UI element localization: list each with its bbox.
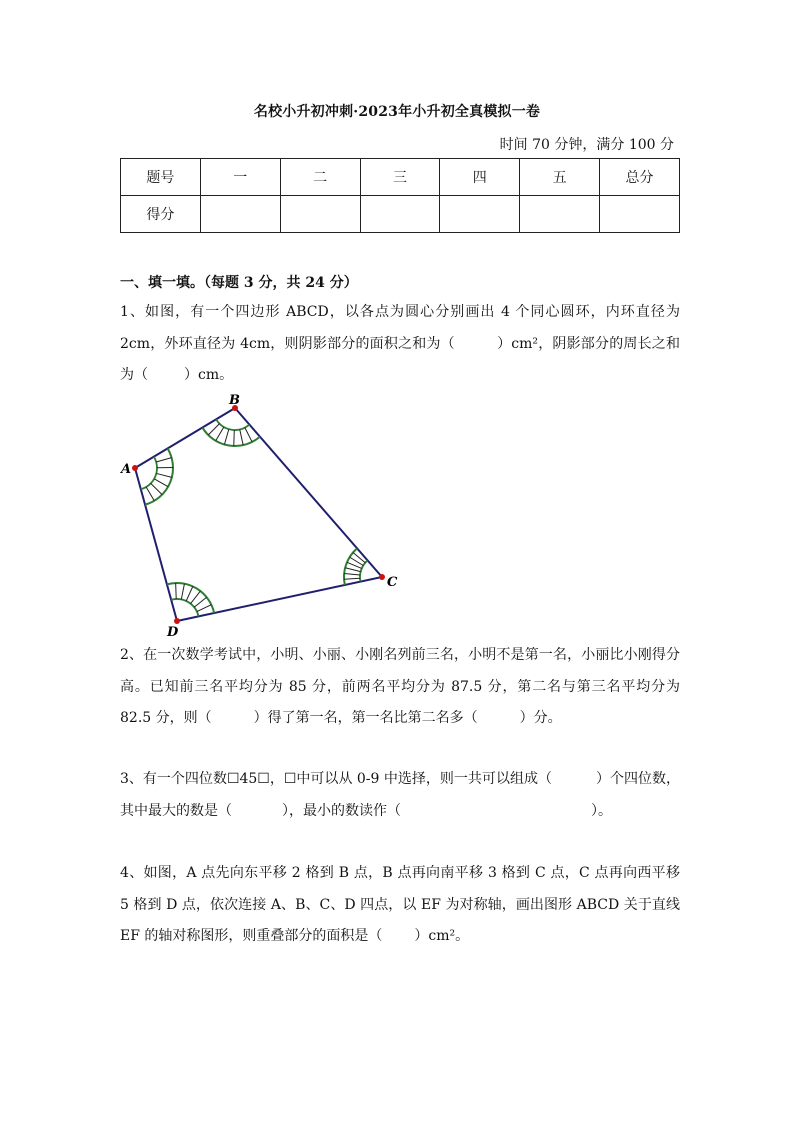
time-note: 时间 70 分钟，满分 100 分 [499,137,674,153]
hatch-line-a [156,458,171,462]
q3-text-2: ）个四位数，其中最大的数是（ [120,771,680,819]
question-3 [120,764,680,827]
q2-text-2: ）得了第一名，第一名比第二名多（ [253,710,478,726]
vertex-label-d: D [167,625,179,640]
q3-text-4: ）。 [591,802,612,819]
hatch-line-b [240,429,243,445]
vertex-dot-a [132,465,138,471]
hatch-line-b [224,429,228,444]
inner-arc-c [360,560,368,581]
score-table-score-row [121,196,680,233]
hatch-line-c [344,573,360,574]
q3-text-1: 3、有一个四位数☐45☐，☐中可以从 0-9 中选择，则一共可以组成（ [120,771,552,787]
hatch-line-c [344,578,360,579]
header-cell: 二 [280,159,360,196]
vertex-dot-c [379,574,385,580]
q4-end: ）cm²。 [414,928,470,944]
hatch-line-b [208,424,219,435]
hatch-line-d [186,586,193,601]
hatch-line-b [216,427,224,441]
vertex-label-a: A [121,462,132,477]
header-cell: 一 [200,159,280,196]
hatch-line-a [146,487,154,501]
hatch-line-d [181,584,184,600]
q2-text-1: 2、在一次数学考试中，小明、小丽、小刚名列前三名，小明不是第一名，小丽比小刚得分高。已知前三名平均分为 85 分，前两名平均分为 87.5 分，第二名与第三名平均分为 82.5 分，则（ [120,647,680,726]
q1-text-1: 1、如图，有一个四边形 ABCD，以各点为圆心分别画出 4 个同心圆环，内环直径为 2cm，外环直径为 4cm，则阴影部分的面积之和为（ [120,304,680,352]
question-2 [120,640,680,735]
hatch-line-b [234,430,235,446]
hatch-line-d [176,583,177,599]
row-label-cell: 得分 [121,196,201,233]
edge-bc [235,408,382,577]
inner-arc-a [141,457,157,490]
hatch-line-a [151,483,162,494]
header-cell: 总分 [600,159,680,196]
page-title: 名校小升初冲刺·2023年小升初全真模拟一卷 [253,104,541,120]
hatch-line-b [245,428,252,442]
hatch-line-a [156,473,172,477]
inner-arc-b [216,419,249,430]
score-cell[interactable] [200,196,280,233]
q4-text: 4、如图，A 点先向东平移 2 格到 B 点，B 点再向南平移 3 格到 C 点，C 点再向西平移 5 格到 D 点，依次连接 A、B、C、D 四点，以 EF 为对称轴，画出图形 ABCD 关于直线 EF 的轴对称图形，则重叠部分的面积是（ [120,865,680,944]
hatch-line-c [345,568,361,572]
hatch-line-d [191,591,201,604]
score-table [120,158,680,233]
hatch-line-d [194,597,206,607]
question-1 [120,297,680,392]
quadrilateral-figure [115,390,405,640]
header-cell: 题号 [121,159,201,196]
section-heading: 一、填一填。（每题 3 分，共 24 分） [120,275,358,291]
edge-ab [135,408,235,468]
score-cell[interactable] [600,196,680,233]
vertex-label-c: C [387,575,398,590]
q3-text-3: ），最小的数读作（ [282,802,401,819]
hatch-line-d [197,605,211,612]
header-cell: 四 [440,159,520,196]
score-table-header-row [121,159,680,196]
hatch-line-a [154,479,168,487]
vertex-dot-d [174,618,180,624]
score-cell[interactable] [360,196,440,233]
score-cell[interactable] [440,196,520,233]
score-cell[interactable] [520,196,600,233]
question-4 [120,858,680,953]
q1-text-2: ）cm²，阴影部分的周长之和为（ [120,335,680,383]
header-cell: 五 [520,159,600,196]
q2-text-3: ）分。 [519,710,562,726]
hatch-line-c [353,552,365,562]
q1-text-3: ）cm。 [184,367,234,383]
vertex-label-b: B [229,393,240,408]
header-cell: 三 [360,159,440,196]
edge-da [135,468,177,621]
score-cell[interactable] [280,196,360,233]
